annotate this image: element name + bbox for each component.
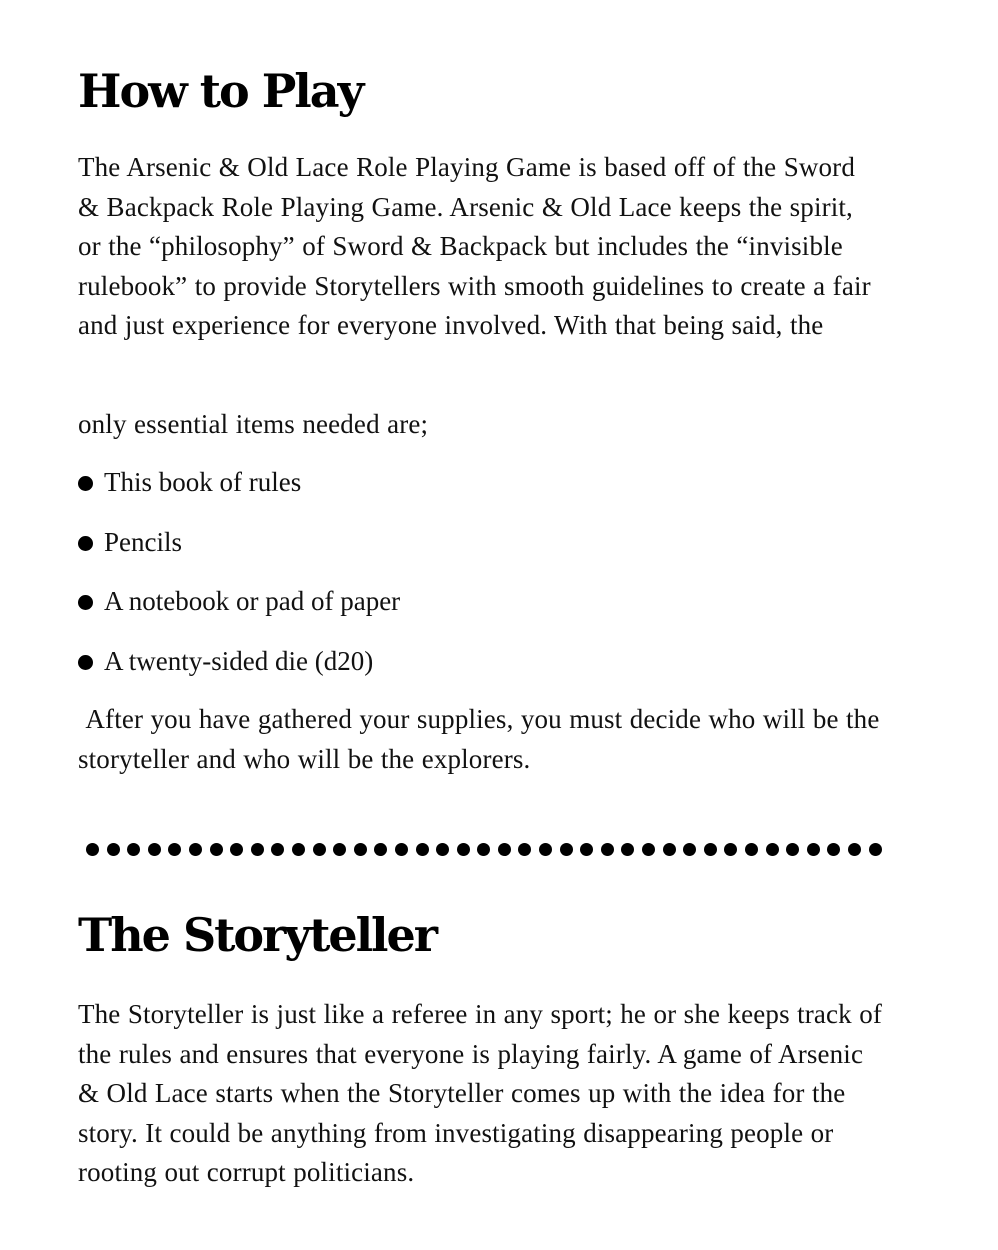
divider-dot (621, 843, 634, 856)
bullet-icon (78, 595, 93, 610)
storyteller-paragraph: The Storyteller is just like a referee in any sport; he or she keeps track of the rules and ensures that everyone is playing fairly. A game of Arsenic & Old Lace starts when the Storyteller comes up with the idea for the story. It could be anything from investigating disappearing people or rooting out corrupt politicians. (78, 999, 883, 1187)
divider-dot (766, 843, 779, 856)
after-supplies-paragraph: After you have gathered your supplies, you must decide who will be the storyteller and who will be the explorers. (78, 704, 887, 774)
divider-dot (724, 843, 737, 856)
list-item (78, 523, 400, 583)
divider-dot (518, 843, 531, 856)
supplies-list (78, 463, 400, 701)
divider-dot (168, 843, 181, 856)
divider-dot (477, 843, 490, 856)
divider-dot (395, 843, 408, 856)
divider-dot (827, 843, 840, 856)
divider-dot (107, 843, 120, 856)
divider-dot (127, 843, 140, 856)
heading-the-storyteller: The Storyteller (78, 908, 437, 962)
divider-dot (148, 843, 161, 856)
divider-dot (457, 843, 470, 856)
list-item-label: This book of rules (104, 467, 302, 497)
divider-dot (271, 843, 284, 856)
divider-dot (683, 843, 696, 856)
bullet-icon (78, 476, 93, 491)
list-item (78, 582, 400, 642)
divider-dot (601, 843, 614, 856)
divider-dot (807, 843, 820, 856)
divider-dot (313, 843, 326, 856)
divider-dot (869, 843, 882, 856)
intro-paragraph-continued: only essential items needed are; (78, 409, 429, 439)
list-item (78, 642, 400, 702)
list-item (78, 463, 400, 523)
divider-dot (498, 843, 511, 856)
divider-dot (786, 843, 799, 856)
list-item-label: A twenty-sided die (d20) (104, 645, 374, 676)
divider-dot (663, 843, 676, 856)
list-item-label: Pencils (104, 526, 182, 557)
bullet-icon (78, 655, 93, 670)
divider-dot (704, 843, 717, 856)
divider-dot (560, 843, 573, 856)
divider-dot (745, 843, 758, 856)
divider-dot (354, 843, 367, 856)
list-item-label: A notebook or pad of paper (104, 586, 401, 616)
divider-dot (416, 843, 429, 856)
intro-paragraph: The Arsenic & Old Lace Role Playing Game is based off of the Sword & Backpack Role Playing Game. Arsenic & Old Lace keeps the spirit, or the “philosophy” of Sword & Backpack but includes the “invisible rulebook” to provide Storytellers with smooth guidelines to create a fair and just experience for everyone involved. With that being said, the (78, 152, 871, 340)
divider-dot (642, 843, 655, 856)
divider-dot (210, 843, 223, 856)
divider-dot (436, 843, 449, 856)
divider-dot (374, 843, 387, 856)
divider-dot (86, 843, 99, 856)
divider-dot (292, 843, 305, 856)
divider-dot (251, 843, 264, 856)
divider-dot (539, 843, 552, 856)
divider-dot (189, 843, 202, 856)
bullet-icon (78, 536, 93, 551)
divider-dot (230, 843, 243, 856)
divider-dot (848, 843, 861, 856)
heading-how-to-play: How to Play (78, 64, 363, 118)
dotted-divider (86, 843, 882, 856)
divider-dot (333, 843, 346, 856)
divider-dot (580, 843, 593, 856)
